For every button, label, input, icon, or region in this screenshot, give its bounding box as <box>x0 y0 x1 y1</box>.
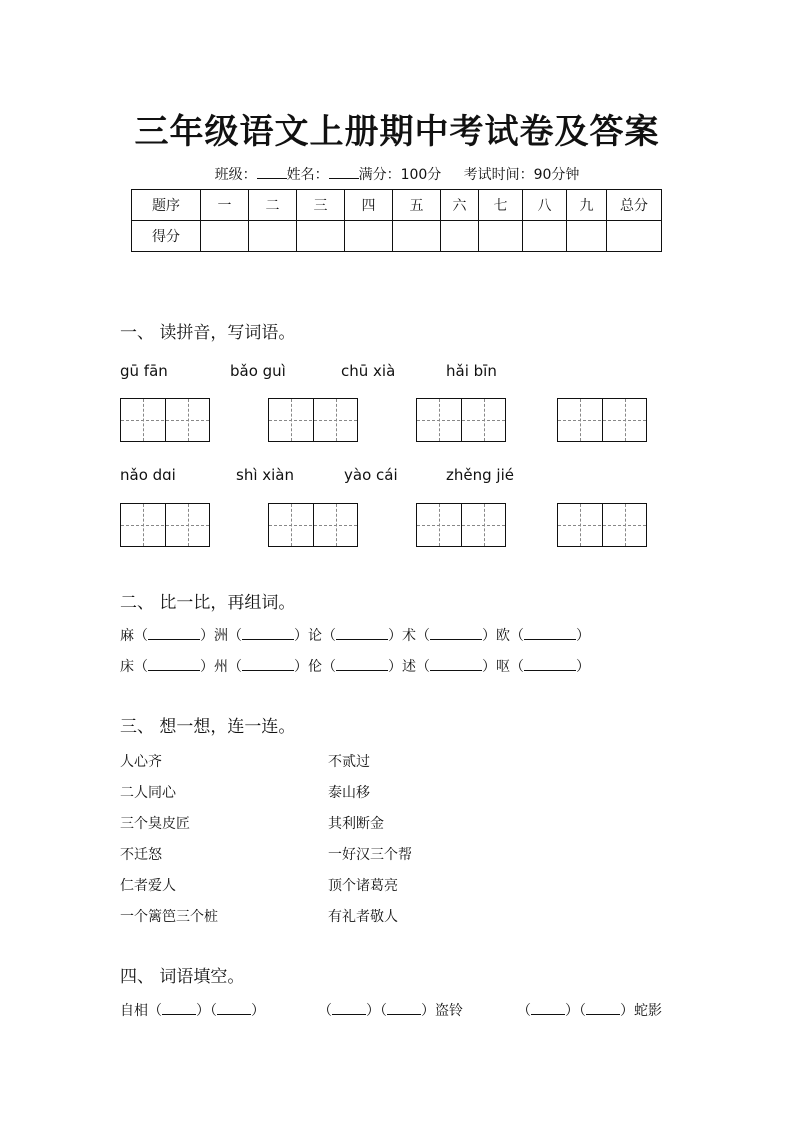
score-header-row <box>132 190 662 221</box>
header-cell: 二 <box>249 190 297 221</box>
char: 床 <box>120 659 134 675</box>
fill-word: 自相 <box>120 1003 148 1019</box>
pinyin: nǎo dɑi <box>120 466 176 484</box>
writing-grid[interactable] <box>268 503 358 547</box>
fill-word: 蛇影 <box>634 1003 662 1019</box>
match-left-item[interactable]: 二人同心 <box>120 785 176 801</box>
score-table <box>131 189 662 252</box>
char: 麻 <box>120 628 134 644</box>
fill-word: 盗铃 <box>435 1003 463 1019</box>
match-right-item[interactable]: 其利断金 <box>328 816 384 832</box>
char: 洲 <box>214 628 228 644</box>
answer-blank[interactable] <box>387 1002 421 1015</box>
writing-grid[interactable] <box>120 503 210 547</box>
score-row <box>132 221 662 252</box>
pinyin: bǎo guì <box>230 362 286 380</box>
pinyin: gū fān <box>120 362 168 380</box>
answer-blank[interactable] <box>524 627 576 640</box>
page-title: 三年级语文上册期中考试卷及答案 <box>134 112 660 152</box>
header-cell: 一 <box>201 190 249 221</box>
match-right-item[interactable]: 有礼者敬人 <box>328 909 398 925</box>
score-cell[interactable] <box>523 221 567 252</box>
fill-item: （ ）（ ）盗铃 <box>318 1003 463 1019</box>
answer-blank[interactable] <box>531 1002 565 1015</box>
char: 伦 <box>308 659 322 675</box>
match-right-item[interactable]: 一好汉三个帮 <box>328 847 412 863</box>
pinyin: zhěng jié <box>446 466 514 484</box>
char: 欧 <box>496 628 510 644</box>
pinyin: hǎi bīn <box>446 362 497 380</box>
header-cell: 六 <box>441 190 479 221</box>
match-right-item[interactable]: 不贰过 <box>328 754 370 770</box>
score-cell[interactable] <box>201 221 249 252</box>
pinyin: shì xiàn <box>236 466 295 484</box>
score-cell[interactable] <box>479 221 523 252</box>
section2-title: 二、 比一比，再组词。 <box>120 593 296 613</box>
writing-grid[interactable] <box>120 398 210 442</box>
header-cell: 八 <box>523 190 567 221</box>
score-cell[interactable] <box>567 221 607 252</box>
char: 术 <box>402 628 416 644</box>
section3-title: 三、 想一想，连一连。 <box>120 717 296 737</box>
match-right-item[interactable]: 泰山移 <box>328 785 370 801</box>
match-left-item[interactable]: 人心齐 <box>120 754 162 770</box>
answer-blank[interactable] <box>332 1002 366 1015</box>
char: 述 <box>402 659 416 675</box>
compare-row: 床（ ）州（ ）伦（ ）述（ ）呕（ ） <box>120 659 590 675</box>
class-blank[interactable] <box>257 166 287 179</box>
answer-blank[interactable] <box>430 627 482 640</box>
answer-blank[interactable] <box>586 1002 620 1015</box>
writing-grid[interactable] <box>416 503 506 547</box>
match-left-item[interactable]: 不迁怒 <box>120 847 162 863</box>
fill-item: 自相（ ）（ ） <box>120 1003 265 1019</box>
answer-blank[interactable] <box>242 627 294 640</box>
compare-row: 麻（ ）洲（ ）论（ ）术（ ）欧（ ） <box>120 628 590 644</box>
exam-info <box>0 164 794 184</box>
char: 呕 <box>496 659 510 675</box>
writing-grid[interactable] <box>557 398 647 442</box>
writing-grid[interactable] <box>557 503 647 547</box>
pinyin: yào cái <box>344 466 398 484</box>
full-score: 满分：100分 <box>358 167 442 183</box>
score-cell[interactable] <box>297 221 345 252</box>
char: 州 <box>214 659 228 675</box>
char: 论 <box>308 628 322 644</box>
exam-time: 考试时间：90分钟 <box>463 167 580 183</box>
header-cell: 九 <box>567 190 607 221</box>
score-row-label: 得分 <box>132 221 201 252</box>
answer-blank[interactable] <box>148 658 200 671</box>
header-cell: 题序 <box>132 190 201 221</box>
answer-blank[interactable] <box>162 1002 196 1015</box>
match-left-item[interactable]: 三个臭皮匠 <box>120 816 190 832</box>
answer-blank[interactable] <box>336 627 388 640</box>
section1-title: 一、 读拼音，写词语。 <box>120 323 296 343</box>
name-label: 姓名： <box>286 167 329 183</box>
header-cell: 总分 <box>607 190 662 221</box>
answer-blank[interactable] <box>430 658 482 671</box>
answer-blank[interactable] <box>217 1002 251 1015</box>
pinyin: chū xià <box>341 362 396 380</box>
score-cell[interactable] <box>345 221 393 252</box>
score-cell[interactable] <box>441 221 479 252</box>
score-cell[interactable] <box>249 221 297 252</box>
answer-blank[interactable] <box>148 627 200 640</box>
header-cell: 四 <box>345 190 393 221</box>
match-left-item[interactable]: 仁者爱人 <box>120 878 176 894</box>
name-blank[interactable] <box>329 166 359 179</box>
answer-blank[interactable] <box>336 658 388 671</box>
header-cell: 五 <box>393 190 441 221</box>
match-right-item[interactable]: 顶个诸葛亮 <box>328 878 398 894</box>
header-cell: 七 <box>479 190 523 221</box>
score-cell[interactable] <box>393 221 441 252</box>
answer-blank[interactable] <box>524 658 576 671</box>
answer-blank[interactable] <box>242 658 294 671</box>
class-label: 班级： <box>214 167 257 183</box>
fill-item: （ ）（ ）蛇影 <box>517 1003 662 1019</box>
score-cell[interactable] <box>607 221 662 252</box>
match-left-item[interactable]: 一个篱笆三个桩 <box>120 909 218 925</box>
writing-grid[interactable] <box>268 398 358 442</box>
section4-title: 四、 词语填空。 <box>120 967 245 987</box>
writing-grid[interactable] <box>416 398 506 442</box>
header-cell: 三 <box>297 190 345 221</box>
